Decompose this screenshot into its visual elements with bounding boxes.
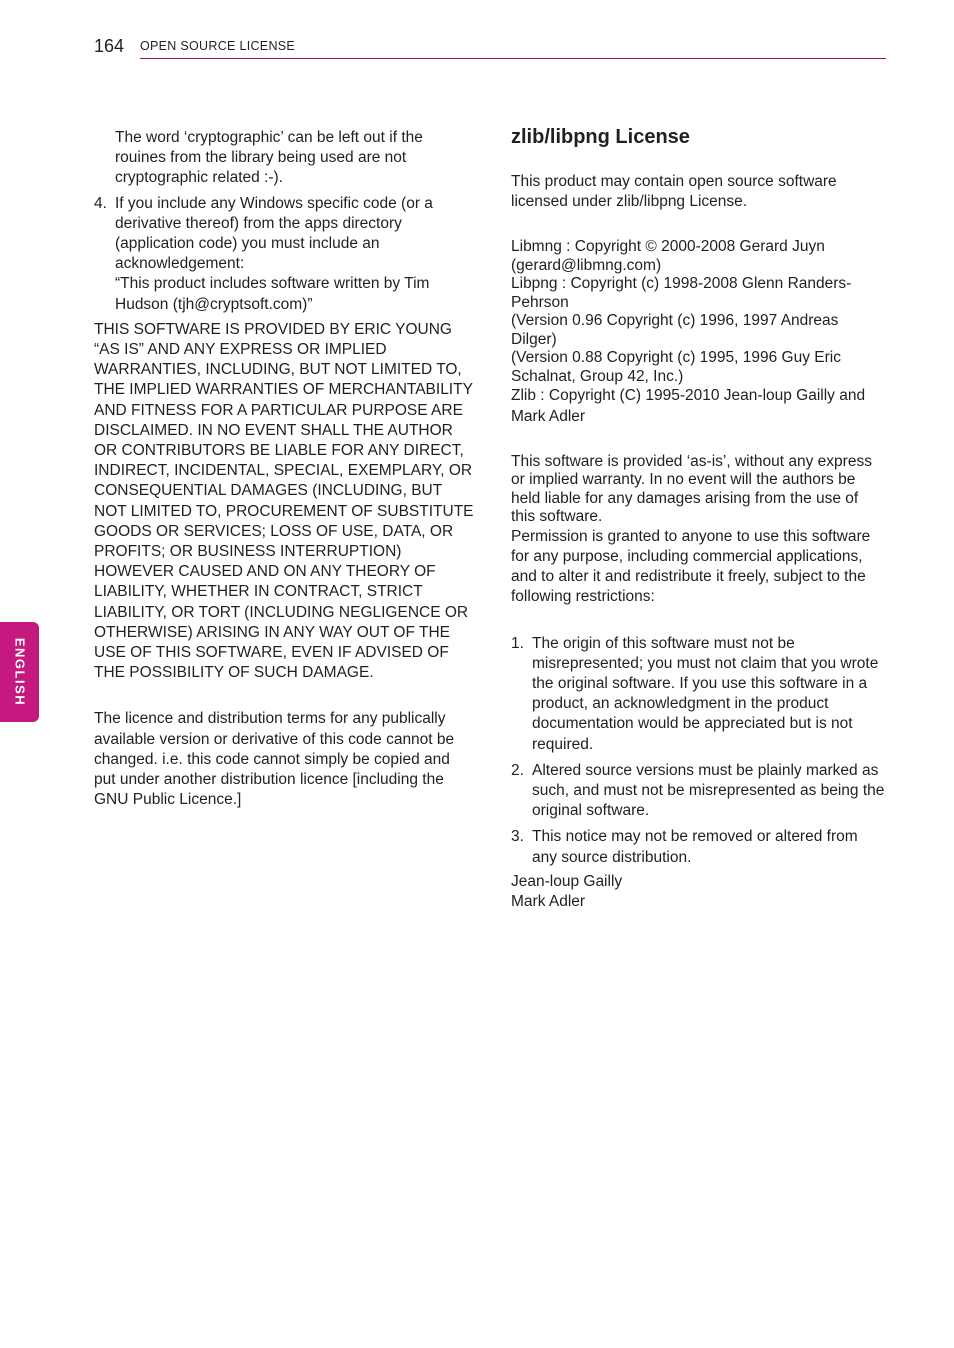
list-item: [511, 827, 886, 867]
list-item-text: This notice may not be removed or altered from any source distribution.: [532, 828, 858, 866]
page-number: 164: [94, 36, 125, 56]
copyright-line: Libmng : Copyright © 2000-2008 Gerard Juyn (gerard@libmng.com): [511, 238, 825, 274]
language-tab: [0, 622, 39, 722]
warranty-disclaimer: THIS SOFTWARE IS PROVIDED BY ERIC YOUNG “AS IS” AND ANY EXPRESS OR IMPLIED WARRANTIES, INCLUDING, BUT NOT LIMITED TO, THE IMPLIED WARRANTIES OF MERCHANTABILITY AND FITNESS FOR A PARTICULAR PURPOSE ARE DISCLAIMED. IN NO EVENT SHALL THE AUTHOR OR CONTRIBUTORS BE LIABLE FOR ANY DIRECT, INDIRECT, INCIDENTAL, SPECIAL, EXEMPLARY, OR CONSEQUENTIAL DAMAGES (INCLUDING, BUT NOT LIMITED TO, PROCUREMENT OF SUBSTITUTE GOODS OR SERVICES; LOSS OF USE, DATA, OR PROFITS; OR BUSINESS INTERRUPTION) HOWEVER CAUSED AND ON ANY THEORY OF LIABILITY, WHETHER IN CONTRACT, STRICT LIABILITY, OR TORT (INCLUDING NEGLIGENCE OR OTHERWISE) ARISING IN ANY WAY OUT OF THE USE OF THIS SOFTWARE, EVEN IF ADVISED OF THE POSSIBILITY OF SUCH DAMAGE.: [94, 320, 474, 682]
copyright-block: [511, 238, 886, 426]
continued-paragraph: The word ‘cryptographic’ can be left out if the rouines from the library being used are not cryptographic related :-).: [115, 129, 423, 187]
list-item: [511, 761, 886, 822]
list-item-number: 4.: [94, 194, 107, 212]
signature-name: Mark Adler: [511, 893, 586, 911]
header-divider: [140, 58, 886, 59]
copyright-line: Libpng : Copyright (c) 1998-2008 Glenn Randers-Pehrson: [511, 275, 852, 311]
acknowledgement-quote: “This product includes software written by Tim Hudson (tjh@cryptsoft.com)”: [115, 275, 430, 313]
list-item-text: If you include any Windows specific code (or a derivative thereof) from the apps directory (application code) you must include an acknowledgement:: [115, 194, 433, 273]
language-tab-label: ENGLISH: [12, 637, 27, 707]
copyright-line: (Version 0.88 Copyright (c) 1995, 1996 Guy Eric Schalnat, Group 42, Inc.): [511, 349, 841, 385]
intro-paragraph: This product may contain open source software licensed under zlib/libpng License.: [511, 173, 837, 211]
list-item-text: Altered source versions must be plainly marked as such, and must not be misrepresented as being the original software.: [532, 761, 885, 820]
list-item-text: The origin of this software must not be misrepresented; you must not claim that you wrote the original software. If you use this software in a product, an acknowledgment in the product documentation would be appreciated but is not required.: [532, 634, 879, 753]
right-column: [511, 124, 886, 912]
signature-name: Jean-loup Gailly: [511, 872, 623, 890]
copyright-line: (Version 0.96 Copyright (c) 1996, 1997 Andreas Dilger): [511, 312, 839, 348]
restrictions-list: [511, 634, 886, 868]
list-item-number: 1.: [511, 634, 524, 652]
copyright-line: Zlib : Copyright (C) 1995-2010 Jean-loup Gailly and Mark Adler: [511, 387, 866, 425]
licence-paragraph: The licence and distribution terms for any publically available version or derivative of this code cannot be changed. i.e. this code cannot simply be copied and put under another distribution licence [including the GNU Public Licence.]: [94, 710, 455, 809]
list-item-4: [94, 194, 474, 315]
section-title: OPEN SOURCE LICENSE: [140, 39, 296, 53]
as-is-paragraph: This software is provided ‘as-is’, without any express or implied warranty. In no event will the authors be held liable for any damages arising from the use of this software.: [511, 452, 872, 526]
section-heading: zlib/libpng License: [511, 126, 690, 148]
list-item-number: 2.: [511, 761, 524, 779]
permission-paragraph: Permission is granted to anyone to use this software for any purpose, including commercial applications, and to alter it and redistribute it freely, subject to the following restrictions:: [511, 527, 871, 606]
page-header: [94, 36, 886, 60]
list-item: [511, 634, 886, 755]
left-column: [94, 128, 474, 811]
list-item-number: 3.: [511, 828, 524, 846]
